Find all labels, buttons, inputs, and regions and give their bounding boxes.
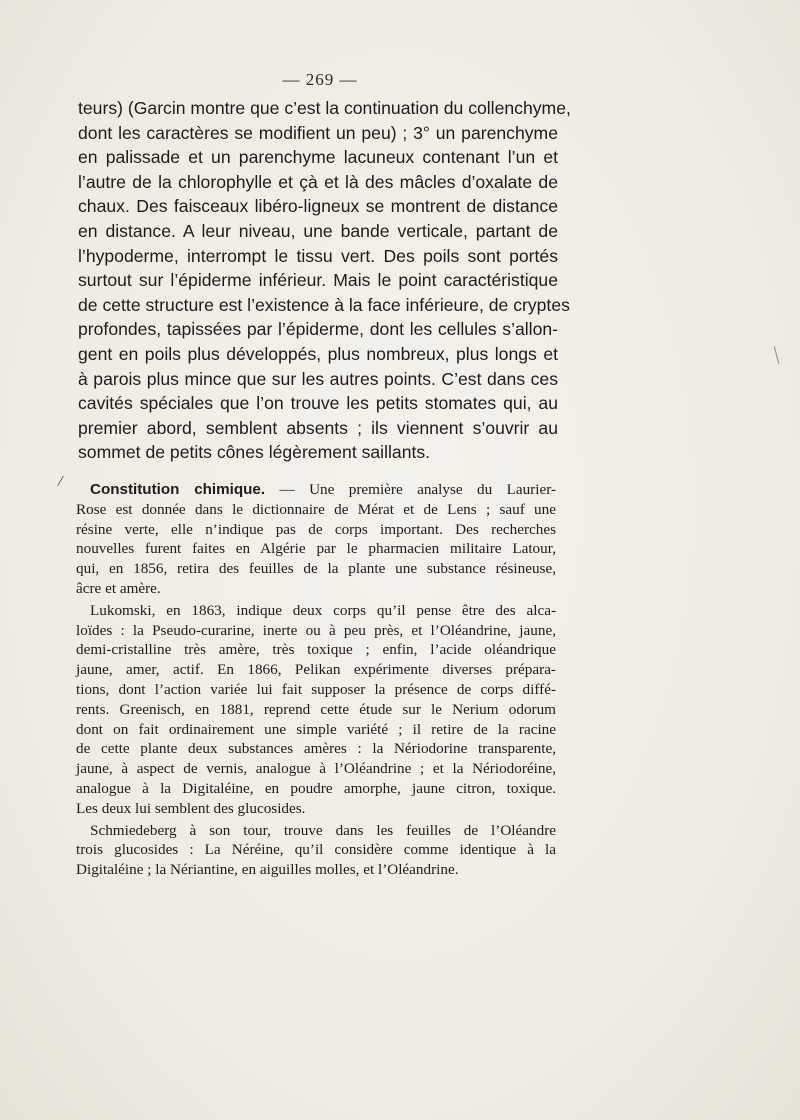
margin-tick-mark <box>774 346 780 364</box>
text-line: résine verte, elle n’indique pas de corps important. Des recherches <box>76 520 556 538</box>
text-line: Digitaléine ; la Nériantine, en aiguilles molles, et l’Oléandrine. <box>76 861 459 879</box>
text-line: nouvelles furent faites en Algérie par le pharmacien militaire Latour, <box>76 540 556 558</box>
text-line: de cette structure est l’existence à la face inférieure, de cryptes <box>78 294 570 315</box>
anatomy-paragraph <box>78 96 571 465</box>
text-line: jaune, amer, actif. En 1866, Pelikan expérimente diverses prépara- <box>76 661 556 679</box>
text-line: teurs) (Garcin montre que c’est la continuation du collenchyme, <box>78 98 571 118</box>
page-number: — 269 — <box>282 70 358 89</box>
text-run: — Une première analyse du Laurier- <box>279 481 557 498</box>
margin-pencil-mark: / <box>56 472 65 491</box>
text-line: à parois plus mince que sur les autres points. C’est dans ces <box>78 368 558 389</box>
text-line: sommet de petits cônes légèrement saillants. <box>78 442 431 463</box>
text-line: trois glucosides : La Néréine, qu’il considère comme identique à la <box>76 841 556 859</box>
text-line: loïdes : la Pseudo-curarine, inerte ou à peu près, et l’Oléandrine, jaune, <box>76 621 556 639</box>
section-first-line <box>76 480 556 500</box>
text-line: jaune, à aspect de vernis, analogue à l’Oléandrine ; et la Nériodoréine, <box>76 760 556 778</box>
text-line: analogue à la Digitaléine, en poudre amorphe, jaune citron, toxique. <box>76 779 556 797</box>
text-line: chaux. Des faisceaux libéro-ligneux se montrent de distance <box>78 196 558 217</box>
text-line: tions, dont l’action variée lui fait supposer la présence de corps diffé- <box>76 680 556 698</box>
section-heading: Constitution chimique. <box>90 481 266 498</box>
text-line: Schmiedeberg à son tour, trouve dans les feuilles de l’Oléandre <box>90 821 556 839</box>
text-line: qui, en 1856, retira des feuilles de la plante une substance résineuse, <box>76 560 556 578</box>
text-line: rents. Greenisch, en 1881, reprend cette étude sur le Nerium odorum <box>76 700 556 718</box>
text-line: Les deux lui semblent des glucosides. <box>76 799 306 817</box>
text-line: en palissade et un parenchyme lacuneux contenant l’un et <box>78 147 558 168</box>
chemistry-section <box>76 480 556 880</box>
text-line: Rose est donnée dans le dictionnaire de Mérat et de Lens ; sauf une <box>76 500 556 518</box>
text-line: l’hypoderme, interrompt le tissu vert. Des poils sont portés <box>78 245 558 266</box>
text-line: en distance. A leur niveau, une bande verticale, partant de <box>78 220 558 241</box>
text-line: profondes, tapissées par l’épiderme, dont les cellules s’allon- <box>78 319 558 340</box>
text-line: gent en poils plus développés, plus nombreux, plus longs et <box>78 343 558 364</box>
text-line: demi-cristalline très amère, très toxique ; enfin, l’acide oléandrique <box>76 641 556 659</box>
text-line: Lukomski, en 1863, indique deux corps qu’il pense être des alca- <box>90 601 556 619</box>
text-line: cavités spéciales que l’on trouve les petits stomates qui, au <box>78 393 558 414</box>
text-line: dont les caractères se modifient un peu) ; 3° un parenchyme <box>78 122 558 143</box>
text-line: l’autre de la chlorophylle et çà et là des mâcles d’oxalate de <box>78 171 558 192</box>
text-line: dont on fait ordinairement une simple variété ; il retire de la racine <box>76 720 556 738</box>
text-line: de cette plante deux substances amères : la Nériodorine transparente, <box>76 740 556 758</box>
text-line: âcre et amère. <box>76 579 161 597</box>
text-line: surtout sur l’épiderme inférieur. Mais le point caractéristique <box>78 270 558 291</box>
text-line: premier abord, semblent absents ; ils viennent s’ouvrir au <box>78 417 558 438</box>
